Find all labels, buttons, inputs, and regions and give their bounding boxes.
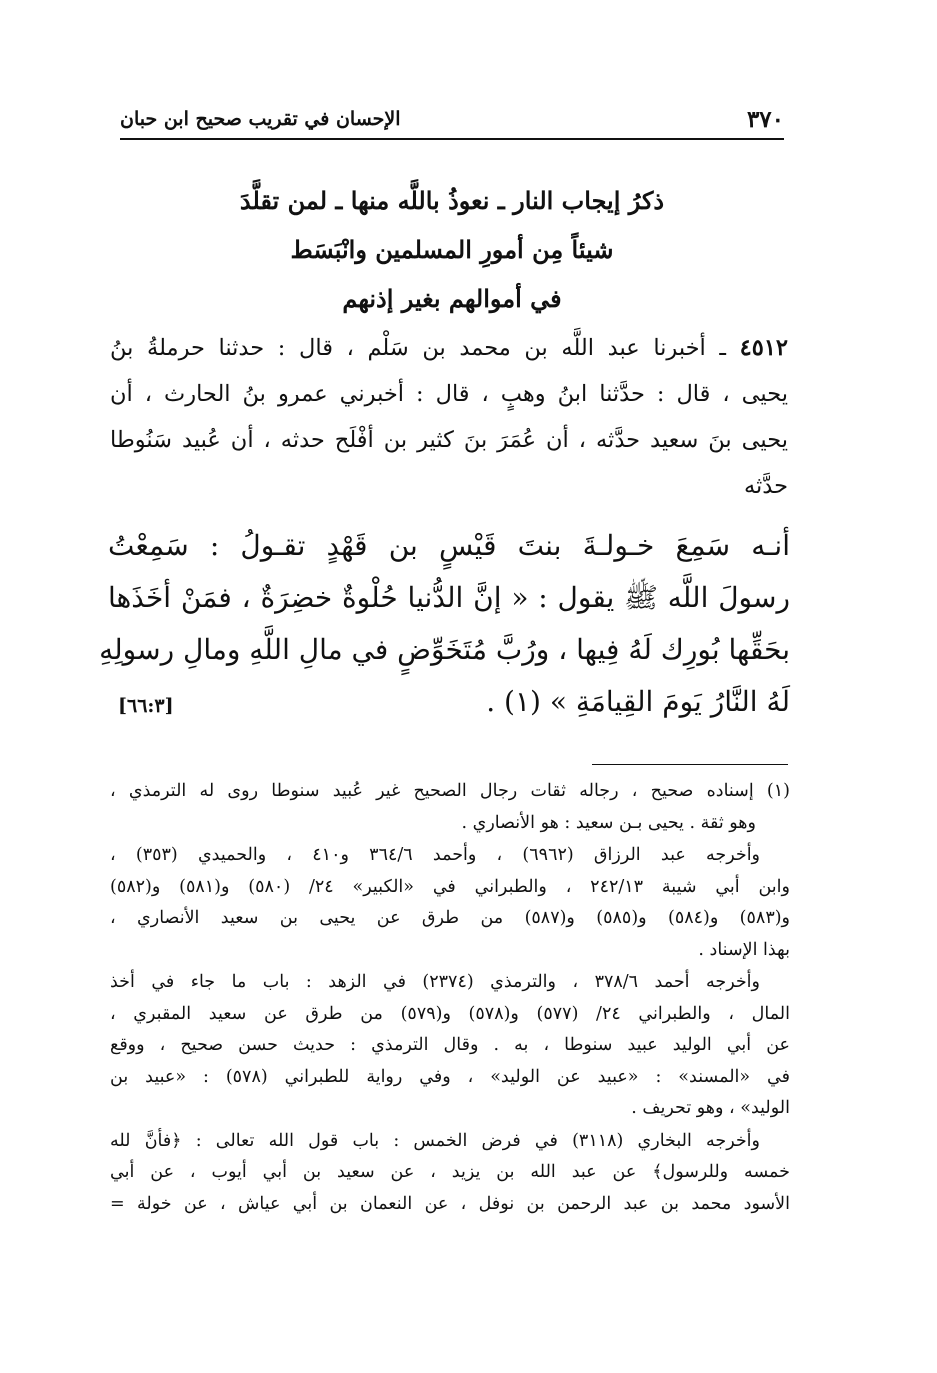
footnotes [110,776,790,1221]
chapter-heading-line: ذكرُ إيجاب النار ـ نعوذُ باللَّه منها ـ لمن تقلَّدَ [239,186,665,215]
footnote-line: وهو ثقة . يحيى بـن سعيد : هو الأنصاري . [461,812,756,833]
footnote-line: وأخرجه عبد الرزاق (٦٩٦٢) ، وأحمد ٣٦٤/٦ و٤١٠ ، والحميدي (٣٥٣) ، [110,845,761,865]
footnote-line: و(٥٨٣) و(٥٨٤) و(٥٨٥) و(٥٨٧) من طرق عن يحيى بن سعيد الأنصاري ، [110,908,790,928]
hadith-matn [99,520,790,728]
footnote-line: بهذا الإسناد . [698,939,790,960]
chapter-heading-line: في أموالهم بغير إذنهم [342,284,562,313]
chapter-heading-line: شيئاً مِن أمورِ المسلمين وانْبَسَط [290,235,614,264]
footnote-line: وأخرجه أحمد ٣٧٨/٦ ، والترمذي (٢٣٧٤) في الزهد : باب ما جاء في أخذ [110,972,760,992]
hadith-number: ٤٥١٢ [739,335,788,361]
matn-line-last [108,676,790,728]
footnote-paragraph [110,776,790,839]
footnote-paragraph [110,840,790,966]
isnad-line: يحيى ، قال : حدَّثنا ابنُ وهبٍ ، قال : أخبرني عمرو بنُ الحارث ، أن [110,381,788,407]
footnote-line: خمسه وللرسول﴾ عن عبد الله بن يزيد ، عن سعيد بن أبي أيوب ، عن أبي [110,1162,790,1182]
running-header [120,92,784,140]
source-reference: [٦٦:٣] [118,695,174,717]
matn-line: أنـه سَمِعَ خـولـةَ بنتَ قَيْسٍ بن قَهْدٍ تقـولُ : سَمِعْتُ [108,529,790,562]
footnote-line: المال ، والطبراني ٢٤/ (٥٧٧) و(٥٧٨) و(٥٧٩) من طرق عن سعيد المقبري ، [110,1003,791,1024]
footnote-line: وابن أبي شيبة ٢٤٢/١٣ ، والطبراني في «الكبير» ٢٤/ (٥٨٠) و(٥٨١) و(٥٨٢) [110,876,790,897]
footnote-line: في «المسند» : «عبيد عن الوليد» ، وفي رواية للطبراني (٥٧٨) : «عبيد بن [110,1066,791,1087]
footnote-line: الأسود محمد بن عبد الرحمن بن نوفل ، عن النعمان بن أبي عياش ، عن خولة = [110,1193,790,1214]
footnote-line: الوليد» ، وهو تحريف . [631,1098,790,1118]
footnote-line: (١) إسناده صحيح ، رجاله ثقات رجال الصحيح غير عُبيد سنوطا روى له الترمذي ، [110,781,790,801]
footnote-line: عن أبي الوليد عبيد سنوطا ، به . وقال الترمذي : حديث حسن صحيح ، ووقع [110,1035,790,1055]
isnad-line [110,325,788,371]
chapter-heading [120,176,784,323]
matn-line: رسولَ اللَّه ﷺ يقول : « إنَّ الدُّنيا حُلْوةٌ خضِرَةٌ ، فمَنْ أخَذَها [108,581,790,614]
footnote-paragraph [110,967,790,1125]
hadith-isnad [110,325,788,509]
footnote-line: وأخرجه البخاري (٣١١٨) في فرض الخمس : باب قول الله تعالى : ﴿فأنَّ لله [110,1130,760,1151]
isnad-text: ـ أخبرنا عبد اللَّه بن محمد بن سَلْم ، قال : حدثنا حرملةُ بنُ [110,335,727,361]
footnote-separator [592,764,788,765]
matn-line: بحَقِّها بُورِك لَهُ فِيها ، ورُبَّ مُتَخَوِّضٍ في مالِ اللَّهِ ومالِ رسولِهِ [99,633,790,666]
isnad-line: يحيى بنَ سعيد حدَّثه ، أن عُمَرَ بنَ كثير بن أفْلَح حدثه ، أن عُبيد سَنُوطا [110,427,789,453]
footnote-paragraph [110,1126,790,1221]
book-title: الإحسان في تقريب صحيح ابن حبان [120,108,401,130]
isnad-line: حدَّثه [743,473,788,499]
page-number: ٣٧٠ [746,106,784,133]
matn-line: لَهُ النَّارُ يَومَ القِيامَةِ » (١) . [486,685,790,718]
